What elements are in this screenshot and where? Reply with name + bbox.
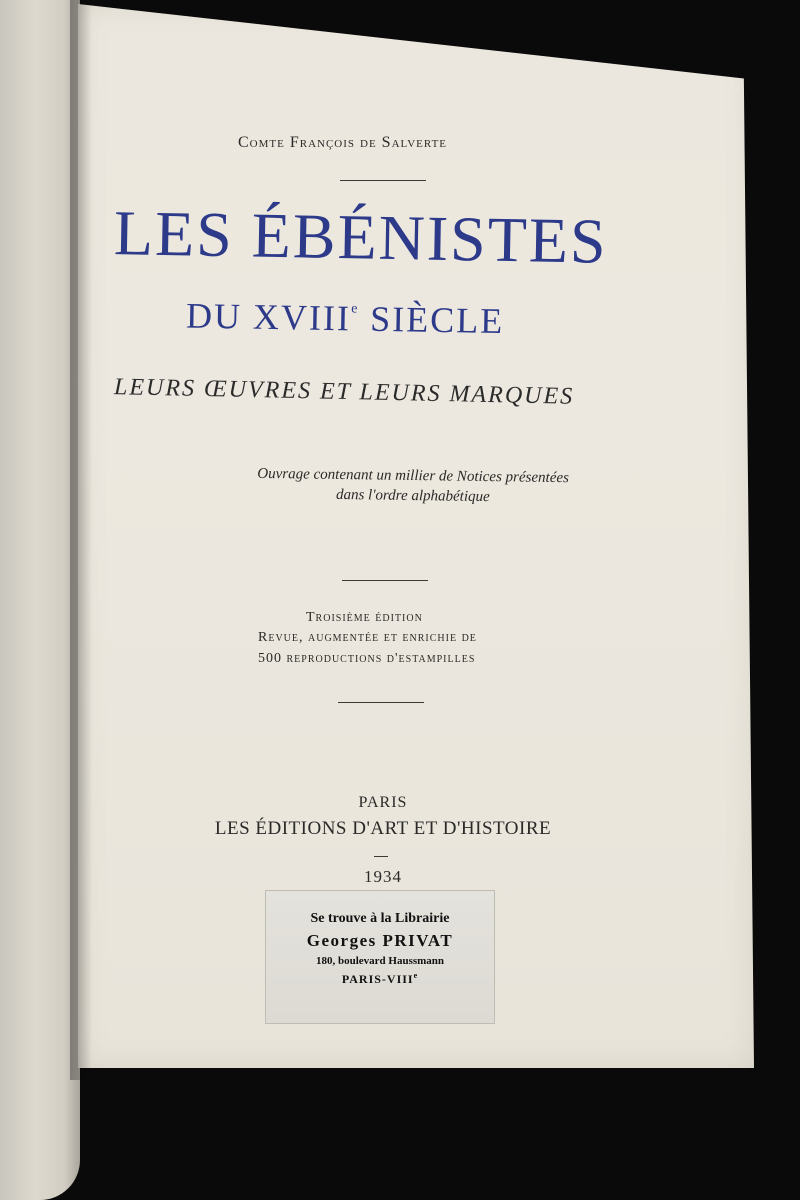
publication-year: 1934 — [364, 867, 402, 886]
author-name: Comte François de Salverte — [238, 134, 448, 151]
facing-page-edge — [0, 0, 80, 1200]
notice-line-2: dans l'ordre alphabétique — [335, 487, 490, 506]
edition-info — [228, 608, 608, 669]
bookseller-label — [265, 890, 495, 1024]
label-line-1: Se trouve à la Librairie — [310, 911, 450, 926]
book-title: LES ÉBÉNISTES — [113, 197, 609, 277]
label-line-2: Georges PRIVAT — [306, 931, 454, 950]
rule-below-edition — [338, 702, 424, 703]
edition-line-1: Troisième édition — [306, 610, 423, 625]
subtitle-post: SIÈCLE — [358, 298, 505, 342]
publisher-name: LES ÉDITIONS D'ART ET D'HISTOIRE — [214, 818, 552, 839]
edition-line-3: 500 reproductions d'estampilles — [258, 650, 476, 666]
label-line-4-superscript: e — [413, 971, 419, 980]
edition-line-2: Revue, augmentée et enrichie de — [258, 630, 477, 646]
subtitle-superscript: e — [351, 301, 360, 317]
book-subtitle — [186, 295, 587, 344]
rule-above-year — [374, 856, 388, 857]
subtitle-pre: DU XVIII — [185, 295, 352, 339]
notice-line-1: Ouvrage contenant un millier de Notices présentées — [257, 465, 570, 487]
book-tagline: LEURS ŒUVRES ET LEURS MARQUES — [113, 374, 575, 410]
rule-under-author — [340, 180, 426, 181]
book-notice — [228, 463, 599, 509]
label-line-3: 180, boulevard Haussmann — [315, 955, 445, 967]
label-line-4-text: PARIS-VIII — [341, 972, 414, 986]
rule-above-edition — [342, 580, 428, 581]
label-line-4 — [266, 971, 494, 987]
publisher-city: PARIS — [358, 794, 408, 811]
